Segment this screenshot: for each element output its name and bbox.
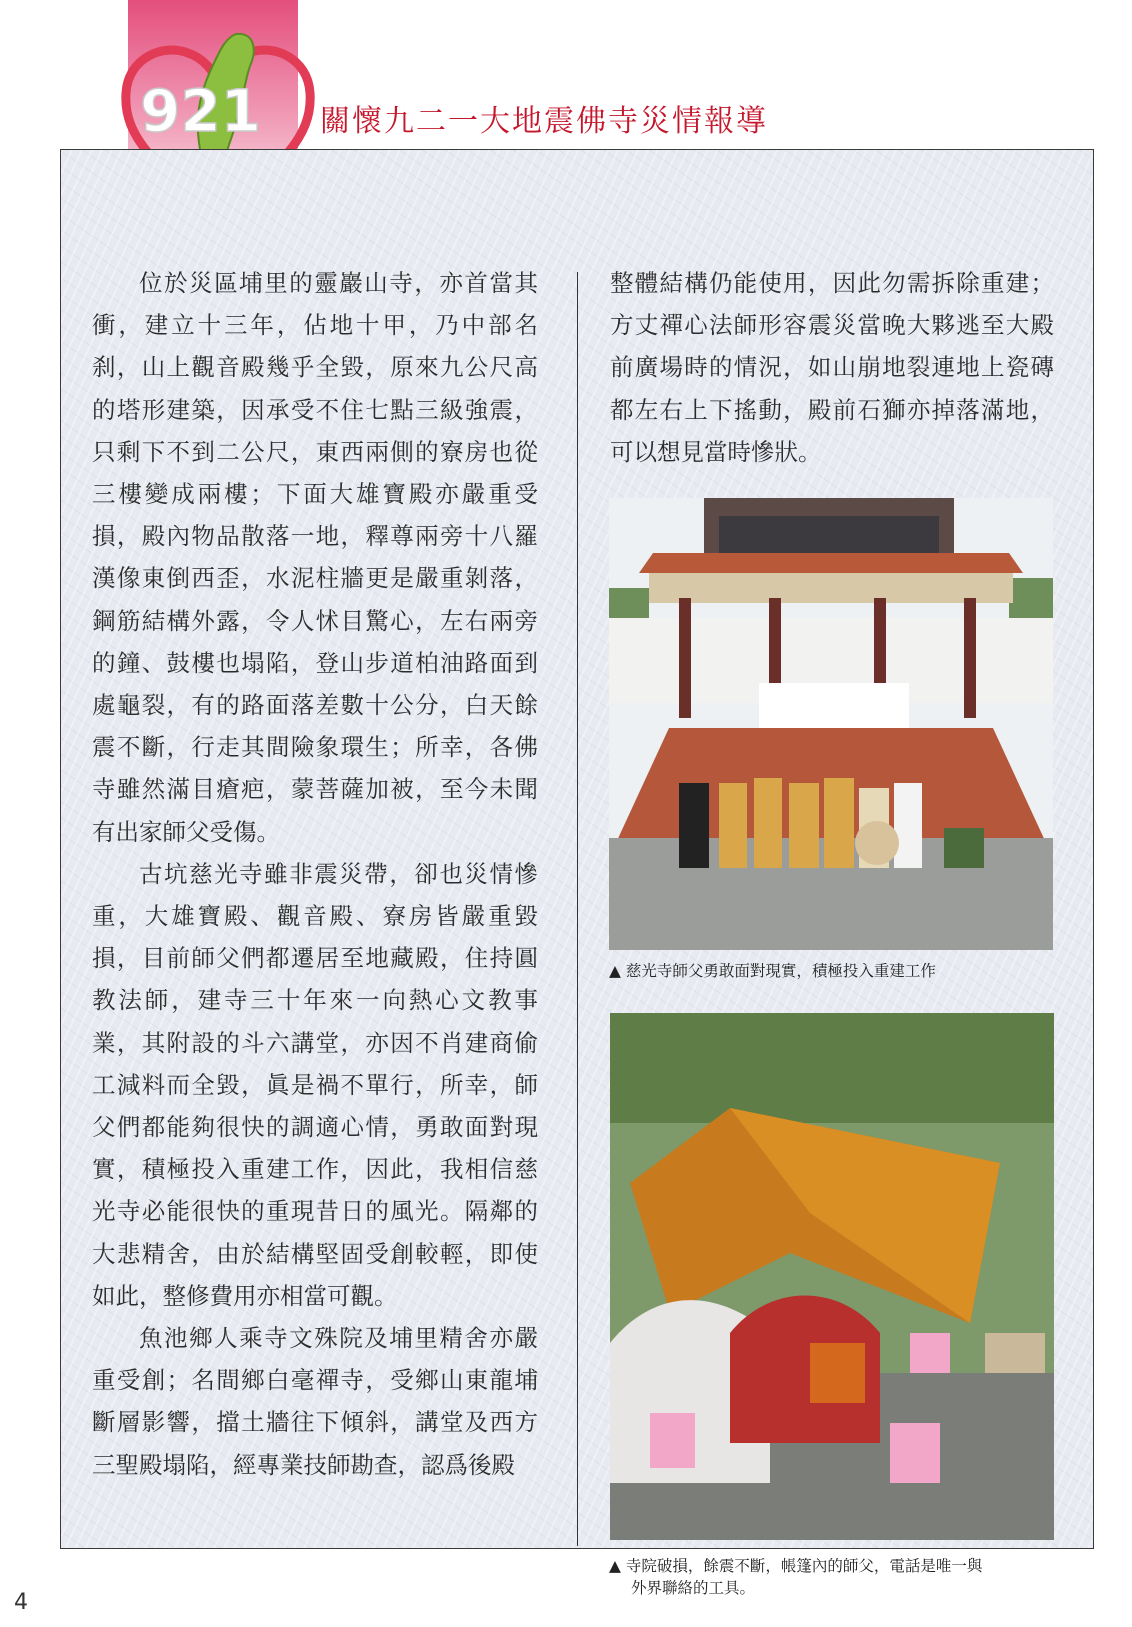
logo-number: 921	[140, 77, 262, 145]
article-right-column	[610, 262, 1054, 473]
photo-caption-line: ▲ 寺院破損，餘震不斷，帳篷內的師父，電話是唯一與	[609, 1557, 983, 1575]
article-left-column	[92, 262, 538, 1486]
tent-shelter-photo	[610, 1013, 1054, 1540]
article-paragraph: 整體結構仍能使用，因此勿需拆除重建；方丈禪心法師形容震災當晚大夥逃至大殿前廣場時的情況，如山崩地裂連地上瓷磚都左右上下搖動，殿前石獅亦掉落滿地，可以想見當時慘狀。	[610, 269, 1054, 466]
article-paragraph: 古坑慈光寺雖非震災帶，卻也災情慘重，大雄寶殿、觀音殿、寮房皆嚴重毀損，目前師父們都遷居至地藏殿，住持圓教法師，建寺三十年來一向熱心文教事業，其附設的斗六講堂，亦因不肖建商偷工減料而全毀，眞是禍不單行，所幸，師父們都能夠很快的調適心情，勇敢面對現實，積極投入重建工作，因此，我相信慈光寺必能很快的重現昔日的風光。隔鄰的大悲精舍，由於結構堅固受創較輕，即使如此，整修費用亦相當可觀。	[92, 859, 538, 1310]
article-paragraph: 位於災區埔里的靈巖山寺，亦首當其衝，建立十三年，佔地十甲，乃中部名刹，山上觀音殿幾乎全毀，原來九公尺高的塔形建築，因承受不住七點三級強震，只剩下不到二公尺，東西兩側的寮房也從三樓變成兩樓；下面大雄寶殿亦嚴重受損，殿內物品散落一地，釋尊兩旁十八羅漢像東倒西歪，水泥柱牆更是嚴重剝落，鋼筋結構外露，令人怵目驚心，左右兩旁的鐘、鼓樓也塌陷，登山步道柏油路面到處龜裂，有的路面落差數十公分，白天餘震不斷，行走其間險象環生；所幸，各佛寺雖然滿目瘡疤，蒙菩薩加被，至今未聞有出家師父受傷。	[92, 269, 538, 846]
photo-caption: ▲ 慈光寺師父勇敢面對現實，積極投入重建工作	[609, 962, 936, 980]
article-paragraph: 魚池鄉人乘寺文殊院及埔里精舍亦嚴重受創；名間鄉白毫禪寺，受鄉山東龍埔斷層影響，擋土牆往下傾斜，講堂及西方三聖殿塌陷，經專業技師勘查，認爲後殿	[92, 1324, 538, 1479]
page-number: 4	[14, 1590, 28, 1615]
column-divider	[577, 272, 578, 1546]
photo-caption	[609, 1555, 982, 1599]
page-header-title: 關懷九二一大地震佛寺災情報導	[320, 104, 768, 139]
temple-group-photo	[609, 498, 1053, 950]
photo-caption-line: 外界聯絡的工具。	[631, 1579, 756, 1597]
